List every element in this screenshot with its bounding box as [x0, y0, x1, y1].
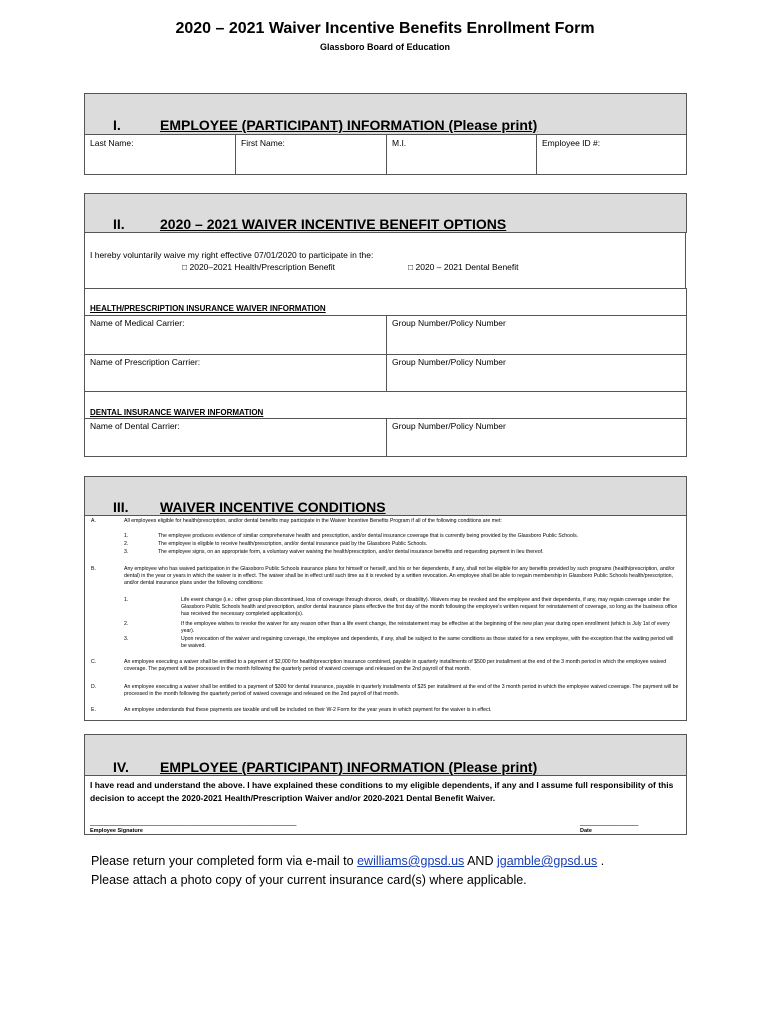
divider — [235, 134, 236, 175]
return-line — [91, 852, 604, 871]
condition-b2-number: 2. — [124, 621, 129, 627]
condition-d-letter: D. — [91, 684, 97, 690]
section-4-number: IV. — [113, 759, 129, 775]
health-waiver-title: HEALTH/PRESCRIPTION INSURANCE WAIVER INFORMATION — [90, 304, 326, 313]
condition-a2-number: 2. — [124, 541, 129, 547]
condition-a2-text: The employee is eligible to receive health/prescription, and/or dental insurance paid by the Glassboro Public Schools. — [158, 541, 428, 547]
divider — [386, 134, 387, 175]
organization-name: Glassboro Board of Education — [319, 42, 450, 52]
section-3-number: III. — [113, 499, 129, 515]
section-3-heading: WAIVER INCENTIVE CONDITIONS — [160, 499, 386, 515]
and-text: AND — [467, 854, 494, 868]
section-1-number: I. — [113, 117, 121, 133]
return-prefix: Please return your completed form via e-mail to — [91, 854, 354, 868]
condition-c-text: An employee executing a waiver shall be entitled to a payment of $2,000 for health/prescription insurance combined, payable in quarterly installments of $500 per installment at the end of the 3 month period in which the employee waived coverage. The payment will be processed in the month following the quarterly period of waived coverage and released on the 2nd payroll of that month. — [124, 659, 667, 672]
condition-a-text: All employees eligible for health/prescription, and/or dental benefits may participate in the Waiver Incentive Benefits Program if all of the following conditions are met: — [124, 518, 502, 524]
condition-a-letter: A. — [91, 518, 96, 524]
section-2-heading: 2020 – 2021 WAIVER INCENTIVE BENEFIT OPTIONS — [160, 216, 507, 232]
condition-d-text: An employee executing a waiver shall be entitled to a payment of $300 for dental insurance, payable in quarterly installments of $25 per installment at the end of the 3 month period in which the employee waived coverage. The payment will be processed in the month following the quarterly period of waived coverage and released on the 2nd payroll of that month. — [124, 684, 679, 697]
condition-b3-text: Upon revocation of the waiver and regaining coverage, the employee and dependents, if any, shall be subject to the same conditions as those stated for a new employee, with the exception that the waiting period will be waived. — [181, 636, 674, 649]
divider — [536, 134, 537, 175]
last-name-field[interactable]: Last Name: — [90, 138, 134, 148]
dental-group-number-field[interactable]: Group Number/Policy Number — [392, 421, 506, 431]
condition-a3-text: The employee signs, on an appropriate form, a voluntary waiver waiving the health/prescription, and/or dental insurance benefits and requesting payment in lieu thereof. — [158, 549, 544, 555]
section-1-header — [84, 93, 687, 135]
condition-e-letter: E. — [91, 707, 96, 713]
prescription-group-number-field[interactable]: Group Number/Policy Number — [392, 357, 506, 367]
section-4-header — [84, 734, 687, 776]
attach-card-line: Please attach a photo copy of your current insurance card(s) where applicable. — [91, 873, 527, 887]
condition-a1-number: 1. — [124, 533, 129, 539]
dental-carrier-field[interactable]: Name of Dental Carrier: — [90, 421, 180, 431]
condition-b1-text: Life event change (i.e.: other group plan discontinued, loss of coverage through divorce, death, or disability). Waivers may be revoked and the employee and their dependents, if any, may regain coverage under the Glassboro Public Schools health and prescription, and/or dental insurance plans effective the first day of the month following the employee's written request for reinstatement of coverage, so long as the business office has received the necessary completed application(s). — [181, 597, 678, 617]
section-4-heading: EMPLOYEE (PARTICIPANT) INFORMATION (Please print) — [160, 759, 538, 775]
return-instructions — [91, 852, 604, 890]
condition-b2-text: If the employee wishes to revoke the waiver for any reason other than a life event change, the reinstatement may be effective at the beginning of the new plan year during open enrollment (which is July 1st of every year). — [181, 621, 670, 634]
dental-benefit-checkbox[interactable]: □ 2020 – 2021 Dental Benefit — [408, 262, 519, 272]
section-3-header — [84, 476, 687, 516]
condition-c-letter: C. — [91, 659, 97, 665]
signature-label: Employee Signature — [90, 828, 143, 834]
section-2-header — [84, 193, 687, 233]
email-link-jgamble[interactable]: jgamble@gpsd.us — [496, 854, 598, 868]
email-link-ewilliams[interactable]: ewilliams@gpsd.us — [357, 854, 465, 868]
prescription-carrier-field[interactable]: Name of Prescription Carrier: — [90, 357, 201, 367]
date-label: Date — [580, 828, 592, 834]
section-1-heading: EMPLOYEE (PARTICIPANT) INFORMATION (Please print) — [160, 117, 538, 133]
divider — [386, 315, 387, 392]
acknowledgement-statement: I have read and understand the above. I have explained these conditions to my eligible dependents, if any and I assume full responsibility of this decision to accept the 2020-2021 Health/Prescription Waiver and/or 2020-2021 Dental Benefit Waiver. — [90, 780, 674, 803]
employee-id-field[interactable]: Employee ID #: — [542, 138, 601, 148]
condition-b3-number: 3. — [124, 636, 129, 642]
benefit-options-box — [84, 232, 686, 289]
first-name-field[interactable]: First Name: — [241, 138, 285, 148]
section-2-number: II. — [113, 216, 125, 232]
condition-e-text: An employee understands that these payments are taxable and will be included on their W-2 Form for the year years in which payment for the waiver is in effect. — [124, 707, 492, 713]
condition-b-letter: B. — [91, 566, 96, 572]
health-benefit-checkbox[interactable]: □ 2020–2021 Health/Prescription Benefit — [182, 262, 336, 272]
medical-group-number-field[interactable]: Group Number/Policy Number — [392, 318, 506, 328]
condition-b-text: Any employee who has waived participation in the Glassboro Public Schools insurance plans for himself or herself, and his or her dependents, if any, shall not be eligible for any benefits provided by such programs (health/prescription, and/or dental) in the year or years in which the waiver is in effect. The waiver shall be in effect until such time as it is revoked by a written revocation. An employee shall be able to regain membership in Glassboro Public Schools health/prescription, and/or dental insurance plans under the following conditions: — [124, 566, 675, 586]
return-suffix: . — [600, 854, 605, 868]
condition-a1-text: The employee produces evidence of similar comprehensive health and prescription, and/or dental insurance coverage that is currently being provided by the Glassboro Public Schools. — [158, 533, 579, 539]
medical-carrier-field[interactable]: Name of Medical Carrier: — [90, 318, 185, 328]
middle-initial-field[interactable]: M.I. — [392, 138, 407, 148]
condition-a3-number: 3. — [124, 549, 129, 555]
form-title: 2020 – 2021 Waiver Incentive Benefits Enrollment Form — [175, 20, 595, 37]
divider — [386, 418, 387, 457]
signature-line[interactable]: _____________________________________________________ — [90, 819, 297, 826]
condition-b1-number: 1. — [124, 597, 129, 603]
date-line[interactable]: _______________ — [580, 819, 639, 826]
dental-waiver-title: DENTAL INSURANCE WAIVER INFORMATION — [90, 408, 264, 417]
waiver-intro-text: I hereby voluntarily waive my right effective 07/01/2020 to participate in the: — [90, 250, 374, 260]
